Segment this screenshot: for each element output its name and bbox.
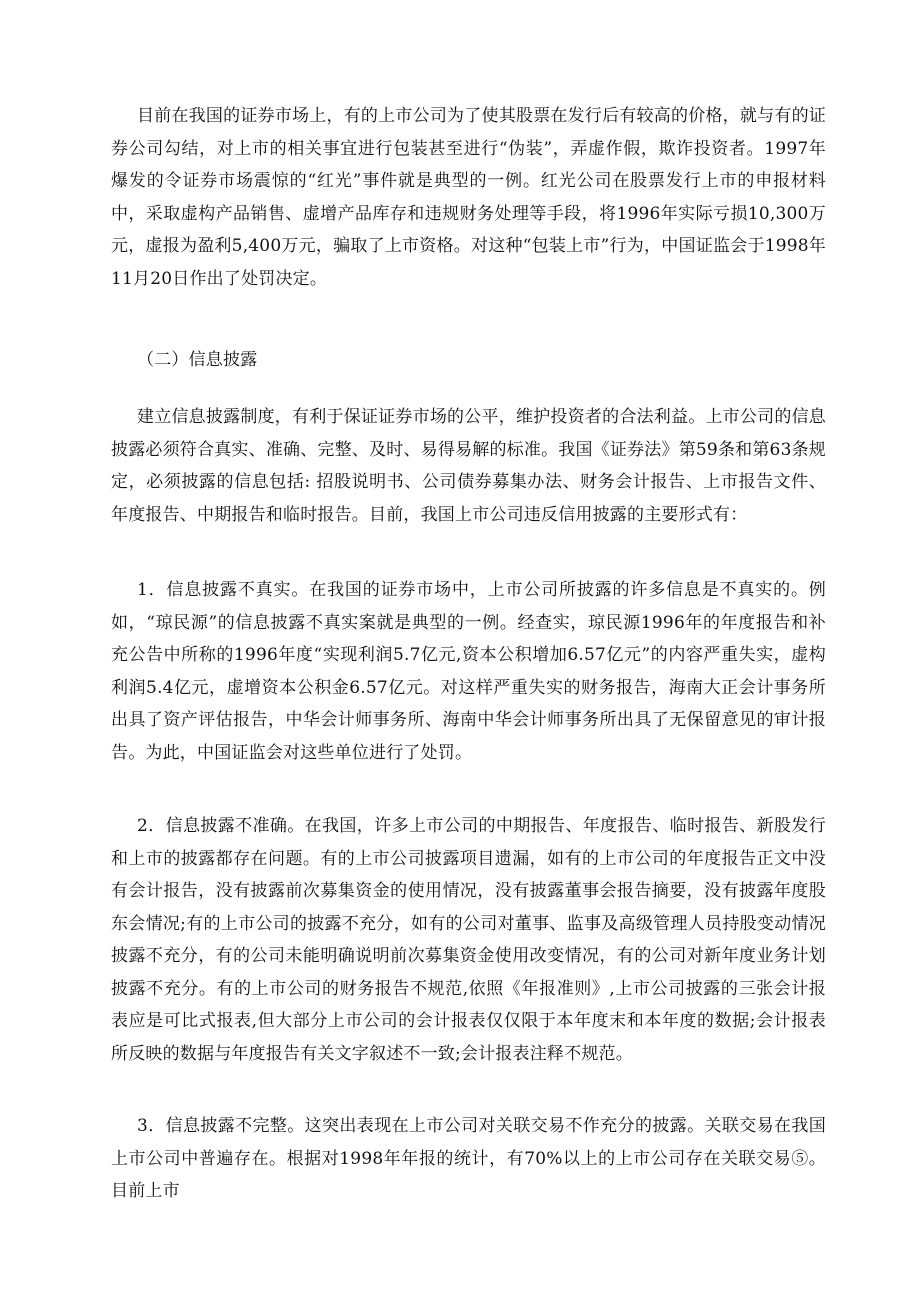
paragraph-disclosure-system: 建立信息披露制度，有利于保证证券市场的公平，维护投资者的合法利益。上市公司的信息披露必须符合真实、准确、完整、及时、易得易解的标准。我国《证券法》第59条和第63条规定，必须披露的信息包括: 招股说明书、公司债券募集办法、财务会计报告、上市报告文件、年度报告、中期报告和临时报告。目前，我国上市公司违反信用披露的主要形式有： <box>111 407 826 525</box>
paragraph-hongguang-case: 目前在我国的证券市场上，有的上市公司为了使其股票在发行后有较高的价格，就与有的证券公司勾结，对上市的相关事宜进行包装甚至进行“伪装”，弄虚作假，欺诈投资者。1997年爆发的令证券市场震惊的“红光”事件就是典型的一例。红光公司在股票发行上市的申报材料中，采取虚构产品销售、虚增产品库存和违规财务处理等手段，将1996年实际亏损10,300万元，虚报为盈利5,400万元，骗取了上市资格。对这种“包装上市”行为，中国证监会于1998年11月20日作出了处罚决定。 <box>111 106 826 289</box>
section-heading-information-disclosure: （二）信息披露 <box>137 350 258 370</box>
paragraph-disclosure-inaccurate: 2．信息披露不准确。在我国，许多上市公司的中期报告、年度报告、临时报告、新股发行和上市的披露都存在问题。有的上市公司披露项目遗漏，如有的上市公司的年度报告正文中没有会计报告，没有披露前次募集资金的使用情况，没有披露董事会报告摘要，没有披露年度股东会情况;有的上市公司的披露不充分，如有的公司对董事、监事及高级管理人员持股变动情况披露不充分，有的公司未能明确说明前次募集资金使用改变情况，有的公司对新年度业务计划披露不充分。有的上市公司的财务报告不规范,依照《年报准则》,上市公司披露的三张会计报表应是可比式报表,但大部分上市公司的会计报表仅仅限于本年度末和本年度的数据;会计报表所反映的数据与年度报告有关文字叙述不一致;会计报表注释不规范。 <box>111 816 826 1064</box>
paragraph-disclosure-incomplete: 3．信息披露不完整。这突出表现在上市公司对关联交易不作充分的披露。关联交易在我国上市公司中普遍存在。根据对1998年年报的统计，有70%以上的上市公司存在关联交易⑤。目前上市 <box>111 1116 826 1201</box>
paragraph-disclosure-untrue: 1．信息披露不真实。在我国的证券市场中，上市公司所披露的许多信息是不真实的。例如，“琼民源”的信息披露不真实案就是典型的一例。经查实，琼民源1996年的年度报告和补充公告中所称的1996年度“实现利润5.7亿元,资本公积增加6.57亿元”的内容严重失实，虚构利润5.4亿元，虚增资本公积金6.57亿元。对这样严重失实的财务报告，海南大正会计事务所出具了资产评估报告，中华会计师事务所、海南中华会计师事务所出具了无保留意见的审计报告。为此，中国证监会对这些单位进行了处罚。 <box>111 580 826 763</box>
